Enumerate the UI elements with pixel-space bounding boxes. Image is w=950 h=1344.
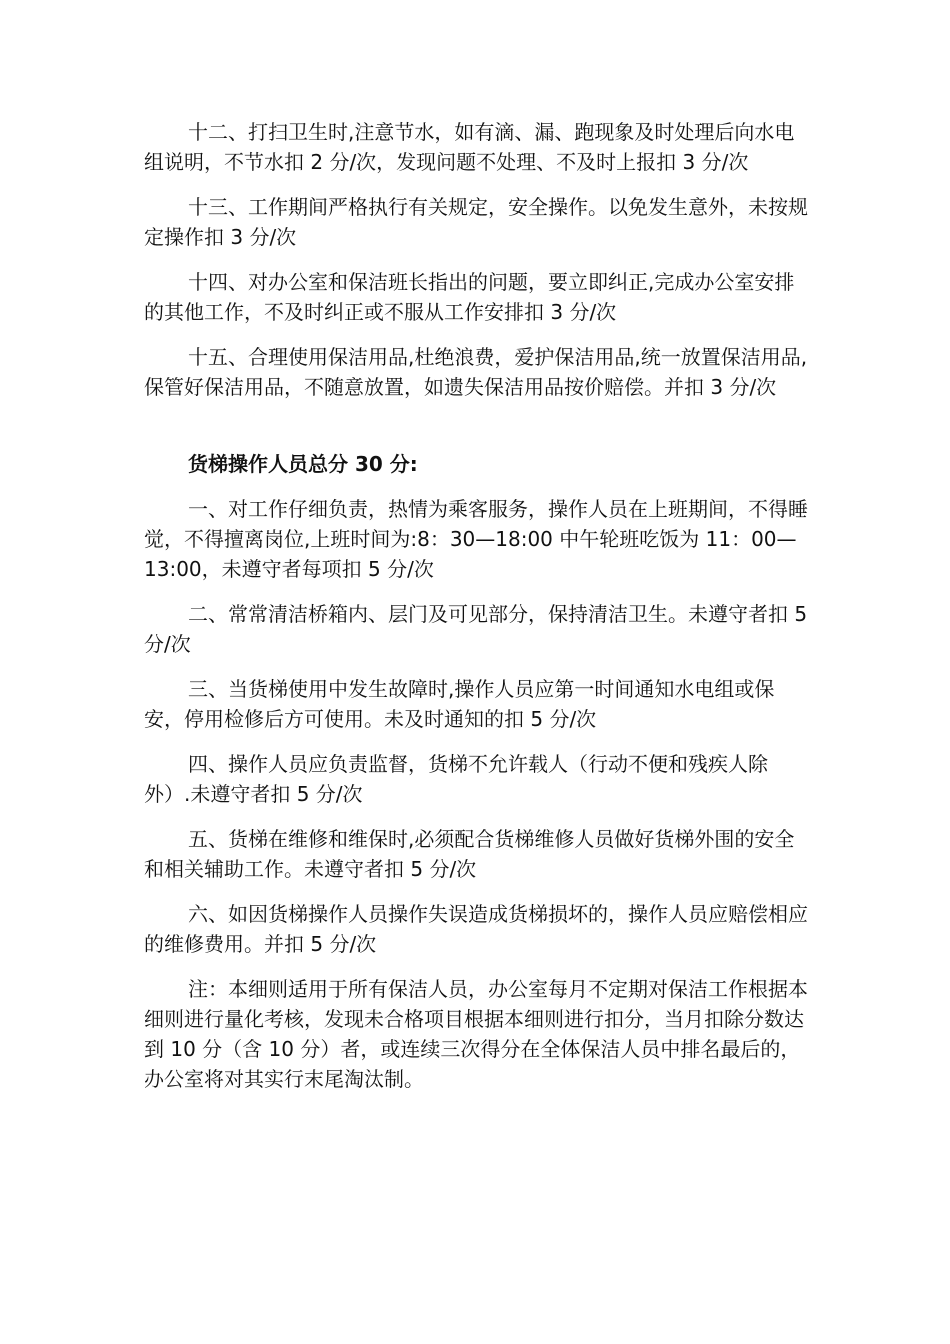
rule-item-12: 十二、打扫卫生时,注意节水，如有滴、漏、跑现象及时处理后向水电组说明，不节水扣 2 分/次，发现问题不处理、不及时上报扣 3 分/次 [144, 120, 795, 174]
rule-item-13: 十三、工作期间严格执行有关规定，安全操作。以免发生意外，未按规定操作扣 3 分/次 [144, 195, 808, 249]
elevator-rule-1: 一、对工作仔细负责，热情为乘客服务，操作人员在上班期间，不得睡觉，不得擅离岗位,上班时间为:8：30—18:00 中午轮班吃饭为 11：00—13:00，未遵守者每项扣 5 分/次 [144, 497, 808, 581]
rule-item-14: 十四、对办公室和保洁班长指出的问题，要立即纠正,完成办公室安排的其他工作，不及时纠正或不服从工作安排扣 3 分/次 [144, 270, 795, 324]
section-heading-freight-elevator: 货梯操作人员总分 30 分: [188, 452, 418, 476]
note-paragraph: 注：本细则适用于所有保洁人员，办公室每月不定期对保洁工作根据本细则进行量化考核，发现未合格项目根据本细则进行扣分，当月扣除分数达到 10 分（含 10 分）者，或连续三次得分在全体保洁人员中排名最后的，办公室将对其实行末尾淘汰制。 [144, 977, 808, 1091]
rule-item-15: 十五、合理使用保洁用品,杜绝浪费，爱护保洁用品,统一放置保洁用品,保管好保洁用品，不随意放置，如遗失保洁用品按价赔偿。并扣 3 分/次 [144, 345, 808, 399]
elevator-rule-6: 六、如因货梯操作人员操作失误造成货梯损坏的，操作人员应赔偿相应的维修费用。并扣 5 分/次 [144, 902, 808, 956]
elevator-rule-5: 五、货梯在维修和维保时,必须配合货梯维修人员做好货梯外围的安全和相关辅助工作。未遵守者扣 5 分/次 [144, 827, 795, 881]
elevator-rule-2: 二、常常清洁桥箱内、层门及可见部分，保持清洁卫生。未遵守者扣 5 分/次 [144, 602, 808, 656]
elevator-rule-4: 四、操作人员应负责监督，货梯不允许载人（行动不便和残疾人除外）.未遵守者扣 5 分/次 [144, 752, 768, 806]
elevator-rule-3: 三、当货梯使用中发生故障时,操作人员应第一时间通知水电组或保安，停用检修后方可使用。未及时通知的扣 5 分/次 [144, 677, 775, 731]
document-page [144, 117, 808, 1109]
